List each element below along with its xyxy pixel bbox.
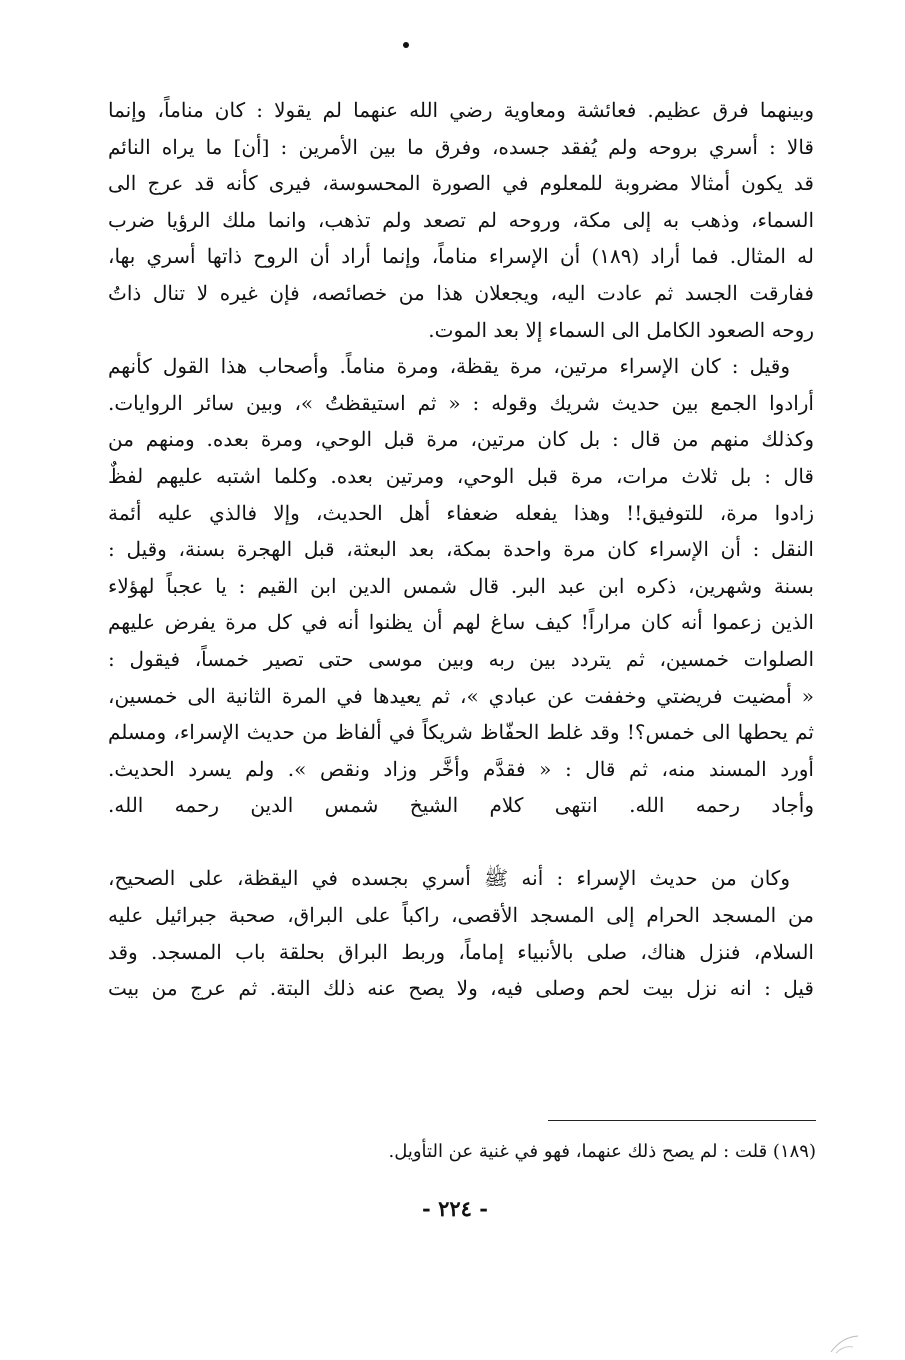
text-line: بسنة وشهرين، ذكره ابن عبد البر. قال شمس الدين ابن القيم : يا عجباً لهؤلاء bbox=[108, 573, 814, 598]
text-line: ففارقت الجسد ثم عادت اليه، ويجعلان هذا من خصائصه، فإن غيره لا تنال ذاتُ bbox=[108, 280, 814, 305]
text-line: وبينهما فرق عظيم. فعائشة ومعاوية رضي الله عنهما لم يقولا : كان مناماً، وإنما bbox=[108, 98, 814, 122]
text-line: وقيل : كان الإسراء مرتين، مرة يقظة، ومرة مناماً. وأصحاب هذا القول كأنهم bbox=[108, 354, 790, 379]
text-line: « أمضيت فريضتي وخففت عن عبادي »، ثم يعيدها في المرة الثانية الى خمسين، bbox=[108, 683, 814, 708]
paragraph-2 bbox=[108, 348, 814, 860]
page-number: - ٢٢٤ - bbox=[422, 1196, 488, 1221]
text-line: روحه الصعود الكامل الى السماء إلا بعد الموت. bbox=[428, 317, 814, 342]
text-line: وكذلك منهم من قال : بل كان مرتين، مرة قبل الوحي، ومرة بعده. ومنهم من bbox=[108, 427, 814, 452]
text-line: السماء، وذهب به إلى مكة، وروحه لم تصعد ولم تذهب، وانما ملك الرؤيا ضرب bbox=[108, 207, 814, 232]
text-line: وكان من حديث الإسراء : أنه ﷺ أسري بجسده في اليقظة، على الصحيح، bbox=[108, 866, 790, 891]
text-line: أورد المسند منه، ثم قال : « فقدَّم وأخَّر وزاد ونقص ». ولم يسرد الحديث. bbox=[108, 756, 814, 781]
paragraph-3 bbox=[108, 860, 814, 1006]
text-line: أرادوا الجمع بين حديث شريك وقوله : « ثم استيقظتُ »، وبين سائر الروايات. bbox=[108, 390, 814, 415]
text-line: قد يكون أمثالا مضروبة للمعلوم في الصورة المحسوسة، فيرى كأنه قد عرج الى bbox=[108, 171, 814, 196]
text-line: الذين زعموا أنه كان مراراً! كيف ساغ لهم أن يظنوا أنه في كل مرة يفرض عليهم bbox=[108, 610, 814, 635]
text-line: قال : بل ثلاث مرات، مرة قبل الوحي، ومرتين بعده. وكلما اشتبه عليهم لفظٌ bbox=[108, 463, 814, 488]
corner-mark bbox=[828, 1333, 862, 1355]
text-line: قيل : انه نزل بيت لحم وصلى فيه، ولا يصح عنه ذلك البتة. ثم عرج من بيت bbox=[108, 976, 814, 1001]
text-line: من المسجد الحرام إلى المسجد الأقصى، راكباً على البراق، صحبة جبرائيل عليه bbox=[108, 903, 814, 928]
footnote: (١٨٩) قلت : لم يصح ذلك عنهما، فهو في غنية عن التأويل. bbox=[388, 1141, 816, 1162]
text-line: النقل : أن الإسراء كان مرة واحدة بمكة، بعد البعثة، قبل الهجرة بسنة، وقيل : bbox=[108, 537, 814, 562]
text-line: قالا : أسري بروحه ولم يُفقد جسده، وفرق ما بين الأمرين : [أن] ما يراه النائم bbox=[108, 134, 814, 159]
top-dot-mark bbox=[403, 42, 409, 48]
text-line: الصلوات خمسين، ثم يتردد بين ربه وبين موسى حتى تصير خمساً، فيقول : bbox=[108, 646, 814, 671]
text-line: زادوا مرة، للتوفيق!! وهذا يفعله ضعفاء أهل الحديث، وإلا فالذي عليه أئمة bbox=[108, 500, 814, 525]
text-line bbox=[108, 824, 814, 861]
text-line: السلام، فنزل هناك، صلى بالأنبياء إماماً، وربط البراق بحلقة باب المسجد. وقد bbox=[108, 939, 814, 964]
text-line: ثم يحطها الى خمس؟! وقد غلط الحفّاظ شريكاً في ألفاظ من حديث الإسراء، ومسلم bbox=[108, 720, 814, 745]
footnote-separator bbox=[548, 1120, 816, 1121]
text-line: له المثال. فما أراد (١٨٩) أن الإسراء مناماً، وإنما أراد أن الروح ذاتها أسري بها، bbox=[108, 244, 814, 269]
main-text bbox=[108, 92, 814, 1007]
paragraph-1 bbox=[108, 92, 814, 348]
text-line: وأجاد رحمه الله. انتهى كلام الشيخ شمس الدين رحمه الله. bbox=[108, 793, 814, 818]
